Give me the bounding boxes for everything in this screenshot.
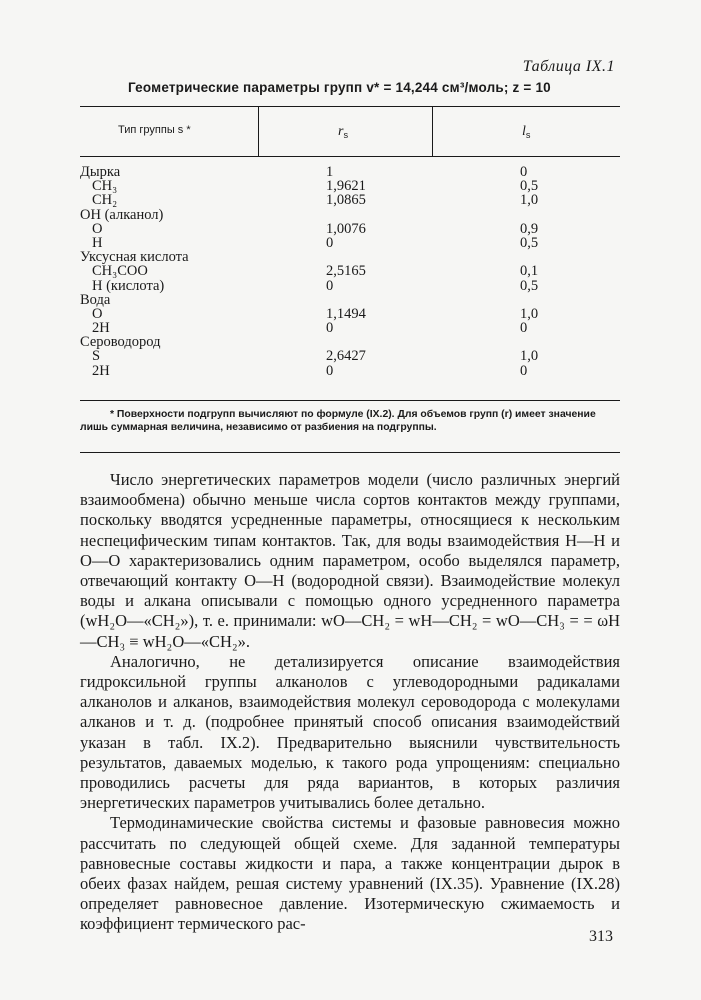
table-row (80, 165, 620, 179)
q-value: 1,0 (520, 348, 539, 365)
page-number: 313 (589, 928, 613, 945)
table-row (80, 222, 620, 236)
r-value: 1,0076 (326, 220, 366, 237)
q-value: 1,0 (520, 305, 539, 322)
group-name: H (92, 234, 103, 251)
table-row (80, 179, 620, 193)
column-divider (432, 106, 433, 156)
q-value: 0,5 (520, 234, 539, 251)
r-value: 2,5165 (326, 263, 366, 280)
table-row (80, 307, 620, 321)
table-row (80, 264, 620, 278)
q-value: 0 (520, 362, 528, 379)
q-value: 0,9 (520, 220, 539, 237)
q-value: 0 (520, 164, 528, 180)
r-value: 0 (326, 277, 334, 294)
table-row (80, 279, 620, 293)
group-name: Уксусная кислота (80, 249, 189, 266)
group-name: H (кислота) (92, 277, 165, 294)
paragraph: Число энергетических параметров модели (число различных энергий взаимообмена) обычно меньше числа сортов контактов между группами, поскольку вводятся усредненные параметры, относящиеся к нескольким неспецифическим типам контактов. Так, для воды взаимодействия H—H и O—O характеризовались одним параметром, особо выделялся параметр, отвечающий контакту O—H (водородной связи). Взаимодействие молекул воды и алкана описывали с помощью одного усредненного параметра (wH₂O—«CH₂»), т. е. принимали: wO—CH₂ = wH—CH₂ = wO—CH₃ = = ωH—CH₃ ≡ wH₂O—«CH₂». (80, 470, 620, 651)
group-name: CH₂ (92, 192, 118, 209)
table-header-rule (80, 156, 620, 157)
r-value: 0 (326, 234, 334, 251)
footnote-rule (80, 452, 620, 453)
group-name: O (92, 305, 103, 322)
q-value: 0,5 (520, 277, 539, 294)
table-row (80, 193, 620, 207)
table-bottom-rule (80, 400, 620, 401)
header-group-type: Тип группы s * (118, 124, 191, 136)
group-name: Дырка (80, 164, 121, 180)
q-value: 0 (520, 320, 528, 337)
r-value: 0 (326, 320, 334, 337)
table-body (80, 165, 620, 378)
group-name: CH₃ (92, 178, 118, 195)
table-footnote: * Поверхности подгрупп вычисляют по формуле (IX.2). Для объемов групп (r) имеет значение лишь суммарная величина, независимо от разбиения на подгруппы. (80, 409, 596, 433)
r-value: 0 (326, 362, 334, 379)
group-name: Вода (80, 291, 111, 308)
body-text (80, 470, 620, 935)
r-value: 2,6427 (326, 348, 366, 365)
r-value: 1,0865 (326, 192, 366, 209)
q-value: 0,1 (520, 263, 539, 280)
r-value: 1 (326, 164, 334, 180)
group-name: CH₃COO (92, 263, 148, 280)
group-name: 2H (92, 320, 110, 337)
table-row (80, 349, 620, 363)
header-r: $r_s$ (338, 124, 349, 141)
table-row (80, 208, 620, 222)
table-row (80, 335, 620, 349)
table-row (80, 293, 620, 307)
table-label: Таблица IX.1 (522, 58, 615, 75)
table-top-rule (80, 106, 620, 107)
r-value: 1,1494 (326, 305, 366, 322)
table-row (80, 236, 620, 250)
q-value: 0,5 (520, 178, 539, 195)
group-name: OH (алканол) (80, 206, 164, 223)
header-q: $l_s$ (522, 124, 531, 141)
paragraph: Термодинамические свойства системы и фазовые равновесия можно рассчитать по следующей общей схеме. Для заданной температуры равновесные составы жидкости и пара, а также концентрации дырок в обеих фазах найдем, решая систему уравнений (IX.35). Уравнение (IX.28) определяет равновесное давление. Изотермическую сжимаемость и коэффициент термического рас- (80, 813, 620, 934)
group-name: Сероводород (80, 334, 161, 351)
table-title: Геометрические параметры групп v* = 14,244 см³/моль; z = 10 (128, 80, 551, 95)
table-row (80, 321, 620, 335)
table-row (80, 250, 620, 264)
table-row (80, 364, 620, 378)
group-name: O (92, 220, 103, 237)
r-value: 1,9621 (326, 178, 366, 195)
paragraph: Аналогично, не детализируется описание взаимодействия гидроксильной группы алканолов с углеводородными радикалами алканолов и алканов, взаимодействия молекул сероводорода с молекулами алканов и т. д. (подробнее принятый способ описания взаимодействий указан в табл. IX.2). Предварительно выяснили чувствительность результатов, даваемых моделью, к такого рода упрощениям: специально проводились расчеты для ряда вариантов, в которых различия энергетических параметров учитывались более детально. (80, 651, 620, 813)
q-value: 1,0 (520, 192, 539, 209)
column-divider (258, 106, 259, 156)
group-name: S (92, 348, 101, 365)
group-name: 2H (92, 362, 110, 379)
